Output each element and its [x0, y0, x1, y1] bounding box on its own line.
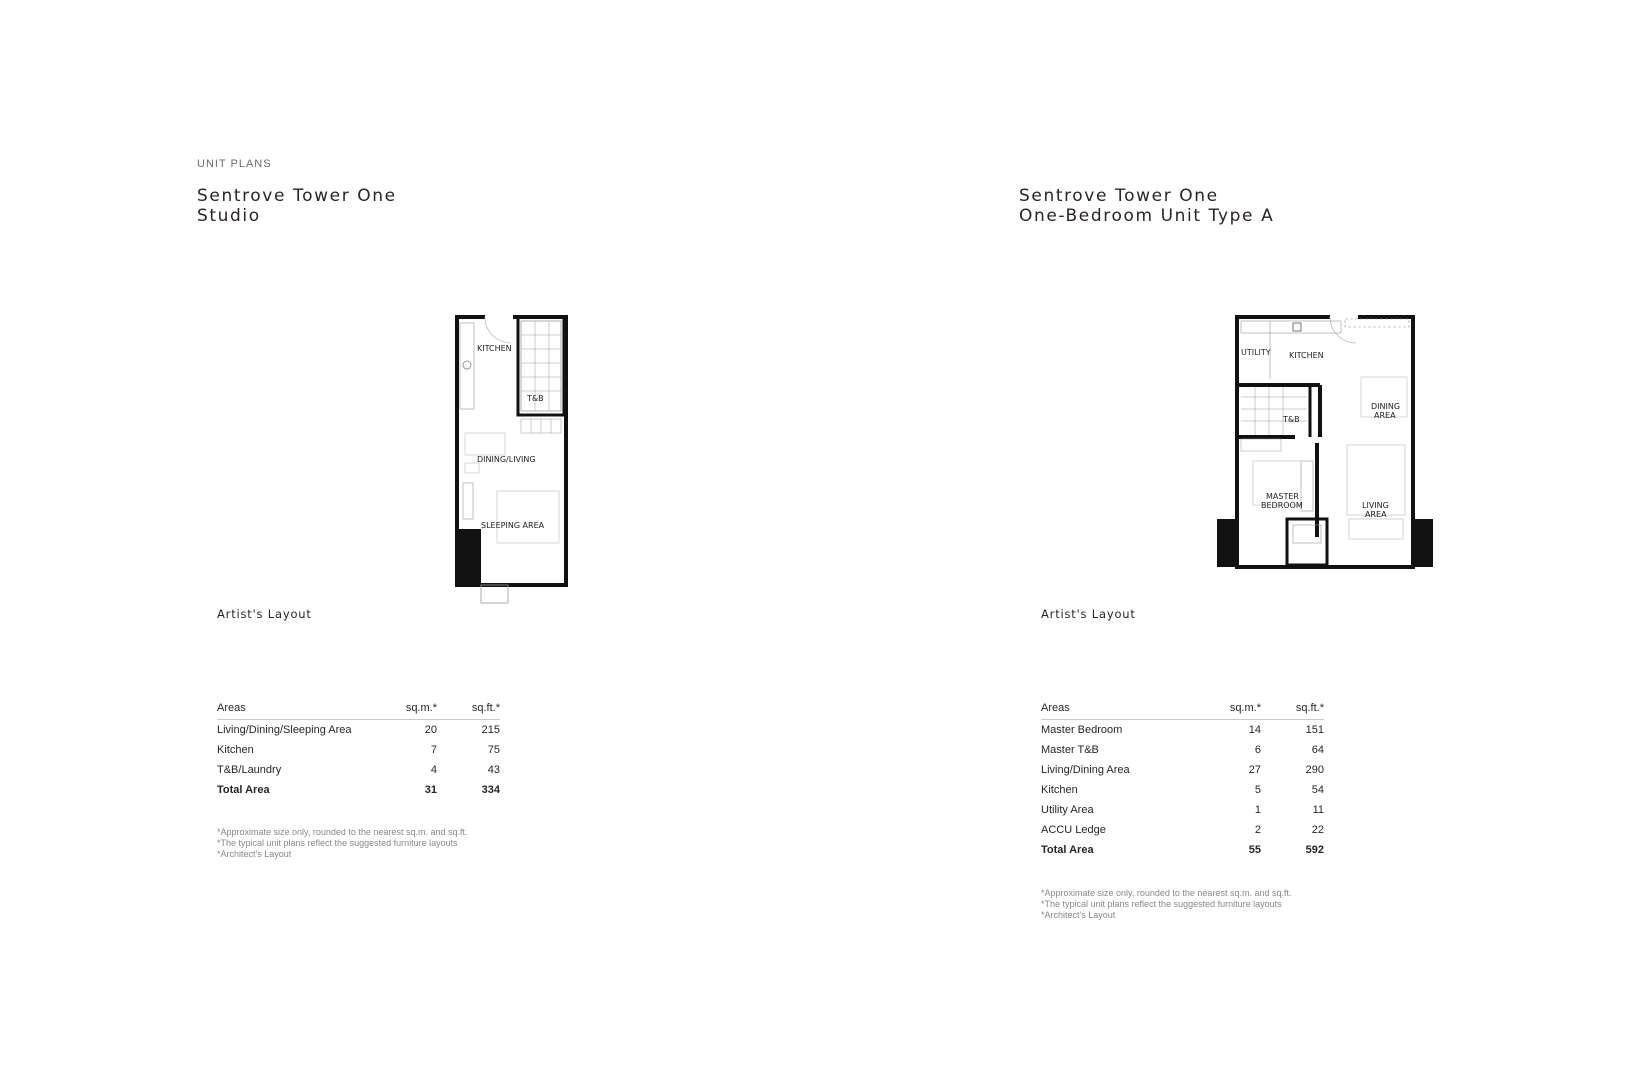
studio-label-tb: T&B	[527, 394, 544, 403]
area-sqft: 11	[1312, 804, 1324, 816]
area-sqm: 6	[1254, 744, 1261, 756]
one-bedroom-floor-plan	[1215, 315, 1435, 577]
one-bedroom-caption: Artist's Layout	[1041, 607, 1136, 621]
accu-ledge-right	[1411, 519, 1433, 567]
studio-title-line2: Studio	[197, 206, 261, 226]
area-name: T&B/Laundry	[217, 764, 282, 776]
area-name: Kitchen	[217, 744, 254, 756]
total-label: Total Area	[217, 784, 270, 796]
footnote: *Architect's Layout	[217, 849, 292, 859]
one-bedroom-footnotes	[1041, 888, 1291, 921]
studio-floor-plan	[455, 315, 570, 610]
one-bedroom-title-line2: One-Bedroom Unit Type A	[1019, 206, 1275, 226]
studio-label-kitchen: KITCHEN	[477, 344, 512, 353]
area-sqm: 1	[1254, 804, 1261, 816]
label-tb: T&B	[1283, 415, 1300, 424]
area-sqm: 14	[1248, 724, 1261, 736]
header-sqft: sq.ft.*	[437, 700, 500, 720]
table-total-row	[217, 780, 500, 800]
table-row	[1041, 780, 1324, 800]
table-row	[1041, 800, 1324, 820]
area-sqm: 7	[430, 744, 437, 756]
area-sqm: 27	[1248, 764, 1261, 776]
table-row	[1041, 720, 1324, 741]
header-sqm: sq.m.*	[397, 700, 437, 720]
area-sqft: 54	[1311, 784, 1324, 796]
footnote: *Architect's Layout	[1041, 910, 1116, 920]
label-master-line2: BEDROOM	[1261, 501, 1303, 510]
table-row	[217, 720, 500, 741]
label-living-line2: AREA	[1365, 510, 1387, 519]
header-areas: Areas	[1041, 700, 1221, 720]
area-sqm: 20	[424, 724, 437, 736]
studio-title-line1: Sentrove Tower One	[197, 186, 397, 206]
studio-footnotes	[217, 827, 467, 860]
one-bedroom-title	[1019, 186, 1274, 226]
table-total-row	[1041, 840, 1324, 860]
area-name: Kitchen	[1041, 784, 1078, 796]
total-sqm: 55	[1248, 844, 1261, 856]
area-name: Utility Area	[1041, 804, 1094, 816]
section-eyebrow: UNIT PLANS	[197, 158, 272, 170]
label-kitchen: KITCHEN	[1289, 351, 1324, 360]
table-row	[217, 760, 500, 780]
area-sqft: 64	[1311, 744, 1324, 756]
area-sqft: 22	[1311, 824, 1324, 836]
area-sqm: 4	[430, 764, 437, 776]
header-sqm: sq.m.*	[1221, 700, 1261, 720]
table-row	[1041, 740, 1324, 760]
label-dining-line2: AREA	[1374, 411, 1396, 420]
one-bedroom-areas-table	[1041, 700, 1324, 860]
label-living-line1: LIVING	[1362, 501, 1389, 510]
total-label: Total Area	[1041, 844, 1094, 856]
footnote: *The typical unit plans reflect the suggested furniture layouts	[1041, 899, 1282, 909]
table-row	[1041, 760, 1324, 780]
label-master-line1: MASTER	[1266, 492, 1299, 501]
total-sqm: 31	[424, 784, 437, 796]
area-sqm: 2	[1254, 824, 1261, 836]
table-row	[217, 740, 500, 760]
studio-label-sleeping: SLEEPING AREA	[481, 521, 545, 530]
total-sqft: 334	[481, 784, 500, 796]
area-sqft: 151	[1305, 724, 1324, 736]
table-row	[1041, 820, 1324, 840]
studio-table-header	[217, 700, 500, 720]
footnote: *Approximate size only, rounded to the nearest sq.m. and sq.ft.	[217, 827, 468, 837]
label-utility: UTILITY	[1241, 348, 1271, 357]
studio-areas-table	[217, 700, 500, 800]
header-areas: Areas	[217, 700, 397, 720]
studio-caption: Artist's Layout	[217, 607, 312, 621]
area-name: Master Bedroom	[1041, 724, 1123, 736]
area-sqm: 5	[1254, 784, 1261, 796]
area-name: Living/Dining/Sleeping Area	[217, 724, 352, 736]
area-sqft: 215	[481, 724, 500, 736]
studio-title	[197, 186, 397, 226]
area-name: Living/Dining Area	[1041, 764, 1130, 776]
one-bedroom-table-header	[1041, 700, 1324, 720]
area-name: ACCU Ledge	[1041, 824, 1106, 836]
footnote: *Approximate size only, rounded to the nearest sq.m. and sq.ft.	[1041, 888, 1292, 898]
area-sqft: 290	[1305, 764, 1324, 776]
studio-accu-ledge	[457, 529, 481, 585]
one-bedroom-title-line1: Sentrove Tower One	[1019, 186, 1219, 206]
area-sqft: 43	[487, 764, 500, 776]
footnote: *The typical unit plans reflect the suggested furniture layouts	[217, 838, 458, 848]
area-name: Master T&B	[1041, 744, 1099, 756]
accu-ledge-left	[1217, 519, 1239, 567]
label-dining-line1: DINING	[1371, 402, 1401, 411]
studio-label-dining: DINING/LIVING	[477, 455, 536, 464]
area-sqft: 75	[487, 744, 500, 756]
total-sqft: 592	[1305, 844, 1324, 856]
header-sqft: sq.ft.*	[1261, 700, 1324, 720]
